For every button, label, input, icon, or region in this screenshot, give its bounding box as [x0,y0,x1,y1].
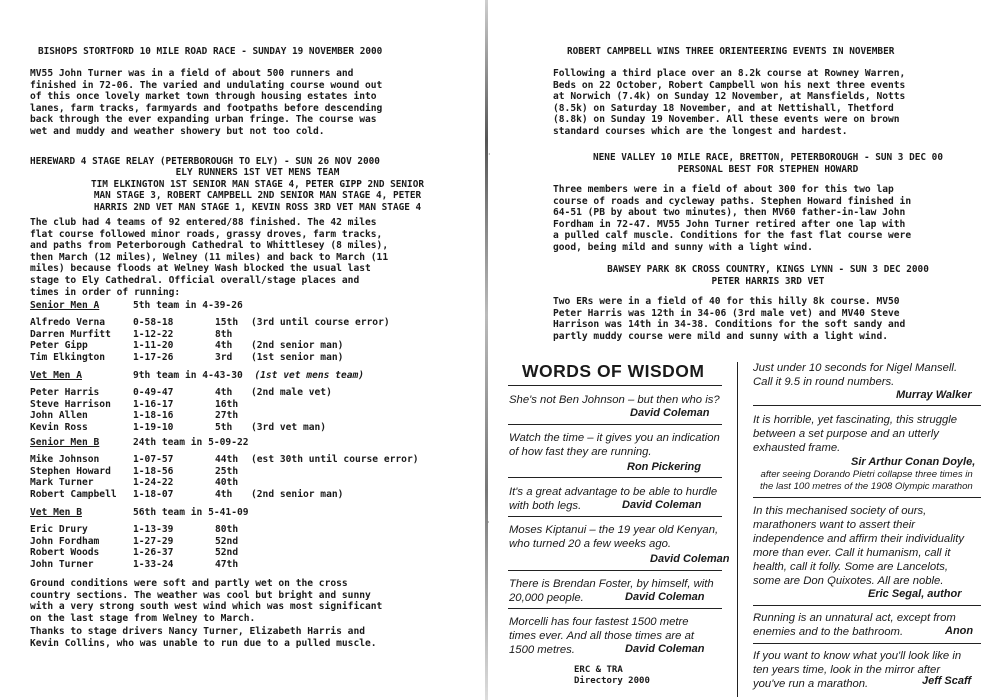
team-name: Vet Men B [30,507,82,518]
divider [753,497,981,498]
team-result: 9th team in 4-43-30 (1st vet mens team) [133,370,365,381]
divider [508,385,722,386]
quote-author: David Coleman [622,499,702,511]
table-row: Mark Turner 1-24-22 40th [30,477,239,488]
hereward-heading: HEREWARD 4 STAGE RELAY (PETERBOROUGH TO ELY) - SUN 26 NOV 2000 [30,156,380,167]
bawsey-body: Two ERs were in a field of 40 for this hilly 8k course. MV50 Peter Harris was 12th in 34-06 (3rd male vet) and MV40 Steve Harrison was 14th in 34-38. Conditions for the soft sandy and partly muddy course were mild and sunny with a light wind. [553,296,906,342]
table-row: John Fordham 1-27-29 52nd [30,535,239,547]
table-row: Robert Woods 1-26-37 52nd [30,547,239,558]
team-table-senior-men-b [30,454,419,500]
divider [508,424,722,425]
table-row: Peter Gipp 1-11-20 4th (2nd senior man) [30,340,344,351]
bishops-body: MV55 John Turner was in a field of about 500 runners and finished in 72-06. The varied and undulating course wound out of this once lovely market town through housing estates into lanes, farm tracks, farmyards and footpaths before descending back through the ever expanding urban fringe. The course was wet and muddy and weather showery but not too cold. [30,68,383,137]
table-row: Eric Drury 1-13-39 80th [30,524,239,535]
quote-text: In this mechanised society of ours, marathoners want to assert their independence and affirm their individuality more than ever. Call it humanism, call it health, call it folly. Some are Lancelots, some are Don Quixotes. All are noble. [753,505,965,587]
divider [508,570,722,571]
quote-author: Eric Segal, author [868,588,962,600]
quote-text: Morcelli has four fastest 1500 metre times ever. And all those times are at 1500 metres. [509,616,695,656]
quote-author: David Coleman [630,407,710,419]
bishops-heading: BISHOPS STORTFORD 10 MILE ROAD RACE - SUNDAY 19 NOVEMBER 2000 [38,46,383,57]
quote-author: David Coleman [625,643,705,655]
table-row: Kevin Ross 1-19-10 5th (3rd vet man) [30,421,327,433]
quote-author: Anon [945,625,974,637]
quote-text: Running is an unnatural act, except from enemies and to the bathroom. [753,612,956,638]
words-of-wisdom-title: WORDS OF WISDOM [522,361,705,381]
team-name: Senior Men A [30,300,100,311]
team-table-vet-men-a [30,387,332,433]
divider [508,516,722,517]
nene-heading: NENE VALLEY 10 MILE RACE, BRETTON, PETERBOROUGH - SUN 3 DEC 00 PERSONAL BEST FOR STEPHEN HOWARD [593,152,943,175]
page-gutter [485,0,488,700]
nene-body: Three members were in a field of about 300 for this two lap course of roads and cycleway paths. Stephen Howard finished in 64-51 (PB by about two minutes), then MV60 father-in-law John Fordham in 72-47. MV55 John Turner retired after one lap with a pulled calf muscle. Conditions for the fast flat course were good, being mild and sunny with a light wind. [553,184,912,253]
table-row: Alfredo Verna 0-58-18 15th (3rd until course error) [30,317,390,328]
divider [753,605,981,606]
divider [508,477,722,478]
quote-author: Sir Arthur Conan Doyle, [851,456,976,468]
quote-text: It is horrible, yet fascinating, this struggle between a set purpose and an utterly exhausted frame. [753,414,958,454]
campbell-heading: ROBERT CAMPBELL WINS THREE ORIENTEERING EVENTS IN NOVEMBER [567,46,895,57]
team-name: Vet Men A [30,370,82,381]
hereward-subheading: ELY RUNNERS 1ST VET MENS TEAM TIM ELKINGTON 1ST SENIOR MAN STAGE 4, PETER GIPP 2ND SENIOR MAN STAGE 3, ROBERT CAMPBELL 2ND SENIOR MAN STAGE 4, PETER HARRIS 2ND VET MAN STAGE 1, KEVIN ROSS 3RD VET MAN STAGE 4 [90,167,424,213]
table-row: Tim Elkington 1-17-26 3rd (1st senior man) [30,351,344,363]
column-divider [737,362,738,697]
table-row: Stephen Howard 1-18-56 25th [30,465,239,477]
table-row: Peter Harris 0-49-47 4th (2nd male vet) [30,387,332,398]
quote-text: It's a great advantage to be able to hurdle with both legs. [509,486,718,512]
quote-author-note: after seeing Dorando Pietri collapse three times in the last 100 metres of the 1908 Olympic marathon [760,469,973,492]
team-result: 24th team in 5-09-22 [133,437,249,448]
quote-text: Moses Kiptanui – the 19 year old Kenyan, who turned 20 a few weeks ago. [509,524,719,550]
quote-author: Murray Walker [896,389,972,401]
quote-author: David Coleman [625,591,705,603]
bawsey-heading: BAWSEY PARK 8K CROSS COUNTRY, KINGS LYNN - SUN 3 DEC 2000 PETER HARRIS 3RD VET [607,264,929,287]
hereward-body: The club had 4 teams of 92 entered/88 finished. The 42 miles flat course followed minor roads, grassy droves, farm tracks, and paths from Peterborough Cathedral to Whittlesey (8 miles), then March (12 miles), Welney (11 miles) and back to March (11 miles) because floods at Welney Wash blocked the usual last stage to Ely Cathedral. Official overall/stage places and times in order of running: [30,217,389,298]
quote-text: There is Brendan Foster, by himself, with 20,000 people. [509,578,714,604]
divider [753,405,981,406]
team-name: Senior Men B [30,437,100,448]
scan-speck: · [487,518,490,527]
scan-speck: · [488,150,491,159]
table-row: Robert Campbell 1-18-07 4th (2nd senior man) [30,488,344,500]
table-row: John Turner 1-33-24 47th [30,558,239,570]
divider [753,643,981,644]
quote-text: If you want to know what you'll look like in ten years time, look in the mirror after you've run a marathon. [753,650,962,690]
table-row: John Allen 1-18-16 27th [30,410,239,421]
team-table-senior-men-a [30,317,390,363]
quote-author: Jeff Scaff [922,675,972,687]
campbell-body: Following a third place over an 8.2k course at Rowney Warren, Beds on 22 October, Robert Campbell won his next three events at Norwich (7.4k) on Sunday 12 November, at Mansfields, Notts (8.5k) on Saturday 18 November, and at Nettishall, Thetford (8.8k) on Sunday 19 November. All these events were on brown standard courses which are the longest and hardest. [553,68,906,137]
page-footer: ERC & TRA Directory 2000 [574,665,650,686]
quote-text: Just under 10 seconds for Nigel Mansell. Call it 9.5 in round numbers. [753,362,958,388]
conditions-text: Ground conditions were soft and partly wet on the cross country sections. The weather was cool but bright and sunny with a very strong south west wind which was most significant on the last stage from Welney to March. [30,578,383,624]
quote-author: David Coleman [650,553,730,565]
divider [508,608,722,609]
team-result: 5th team in 4-39-26 [133,300,243,311]
table-row: Mike Johnson 1-07-57 44th (est 30th until course error) [30,454,419,465]
quote-text: She's not Ben Johnson – but then who is? [509,394,720,406]
team-table-vet-men-b [30,524,251,570]
quote-text: Watch the time – it gives you an indication of how fast they are running. [509,432,720,458]
thanks-text: Thanks to stage drivers Nancy Turner, Elizabeth Harris and Kevin Collins, who was unable to run due to a pulled muscle. [30,626,377,649]
quote-author: Ron Pickering [627,461,701,473]
table-row: Darren Murfitt 1-12-22 8th [30,328,233,340]
table-row: Steve Harrison 1-16-17 16th [30,398,239,410]
team-result: 56th team in 5-41-09 [133,507,249,518]
